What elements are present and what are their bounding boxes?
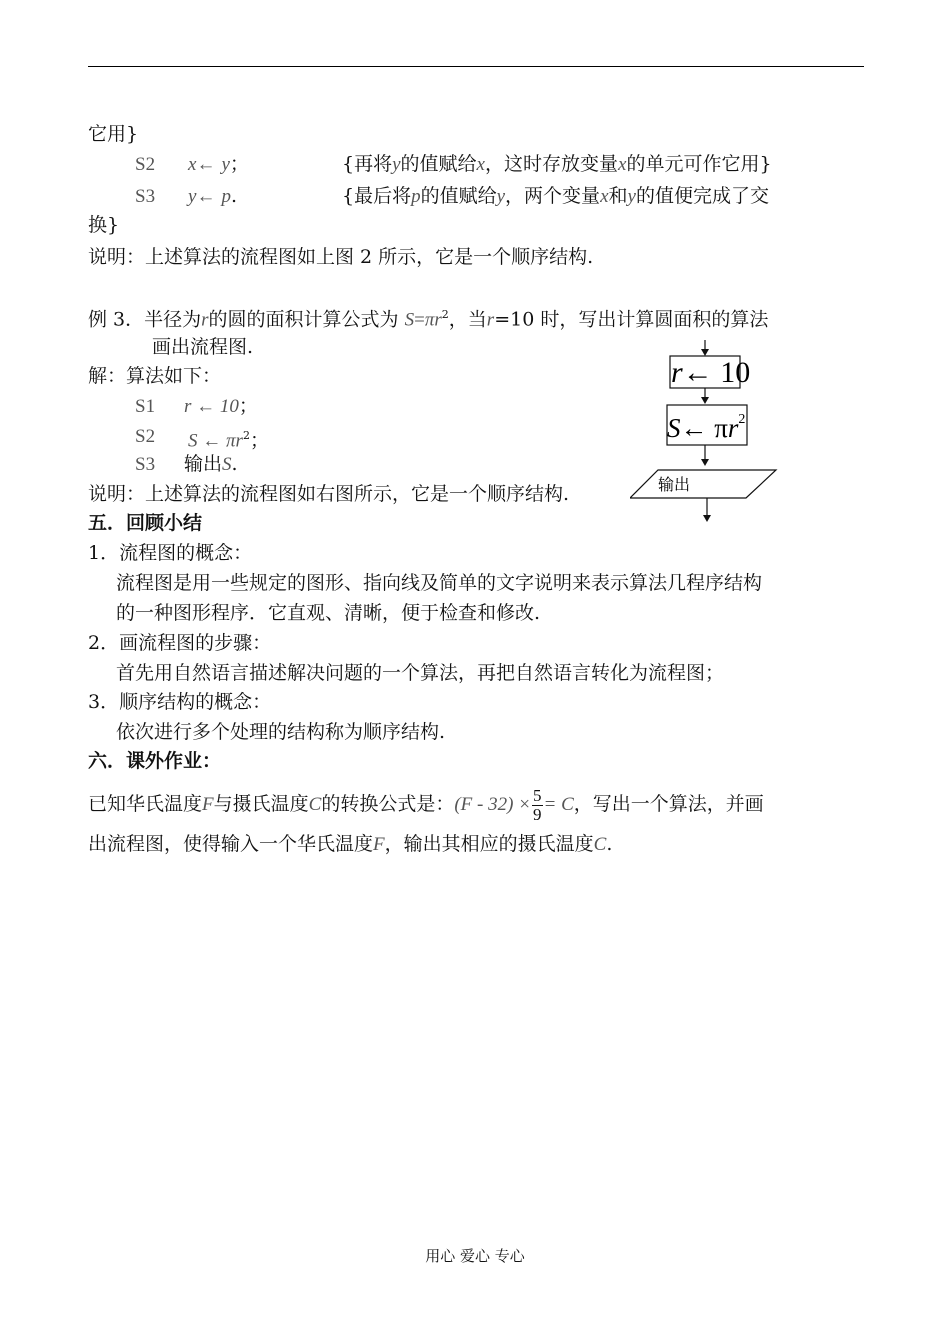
note: 说明：上述算法的流程图如右图所示，它是一个顺序结构.: [88, 483, 570, 505]
step-s1-expr: r ← 10；: [184, 395, 258, 417]
text-line: 画出流程图.: [152, 336, 254, 358]
box2-text: S← $\pi r^2$: [667, 412, 746, 443]
io-parallelogram: [630, 470, 776, 498]
step-s3-comment: {最后将p的值赋给y，两个变量x和y的值便完成了交: [342, 185, 769, 207]
section-6-title: 六．课外作业：: [88, 750, 222, 772]
step-s2-swap: S2: [135, 154, 156, 175]
text-line: 流程图是用一些规定的图形、指向线及简单的文字说明来表示算法几程序结构: [116, 572, 763, 594]
text-line: 它用}: [88, 123, 139, 145]
text-line: 的一种图形程序．它直观、清晰，便于检查和修改.: [116, 602, 541, 624]
example-3-heading: 例 3．半径为r的圆的面积计算公式为 $S=\pi r^2$，当r=10 时，写出计算圆面积的算法: [88, 308, 769, 331]
section-5-title: 五．回顾小结: [88, 512, 203, 534]
page-footer: 用心 爱心 专心: [425, 1247, 525, 1265]
header-rule: [88, 66, 864, 67]
step-s3-expr: 输出S.: [184, 453, 238, 475]
arrow-bottom: [703, 498, 711, 522]
step-s3-expr: y← p.: [188, 185, 238, 207]
arrow-2: [701, 445, 709, 466]
step-s2-comment: {再将y的值赋给x，这时存放变量x的单元可作它用}: [342, 153, 772, 175]
list-item: 3．顺序结构的概念：: [88, 691, 272, 713]
step-s2-expr: S ← $\pi r^2$；: [188, 429, 269, 452]
list-item: 2．画流程图的步骤：: [88, 632, 272, 654]
text-line: 依次进行多个处理的结构称为顺序结构.: [116, 721, 446, 743]
fraction: $\frac{5}{9}$: [533, 785, 542, 824]
flowchart: [630, 340, 790, 530]
homework-line-2: 出流程图，使得输入一个华氏温度F，输出其相应的摄氏温度C.: [88, 833, 613, 855]
io-label: 输出: [658, 475, 691, 494]
box1-text: r← 10: [671, 356, 751, 389]
arrow-1: [701, 388, 709, 404]
note: 说明：上述算法的流程图如上图 2 所示，它是一个顺序结构.: [88, 246, 594, 268]
step-s2: S2: [135, 426, 156, 447]
list-item: 1．流程图的概念：: [88, 542, 253, 564]
step-s3: S3: [135, 454, 156, 475]
arrow-top: [701, 340, 709, 356]
step-s3-swap: S3: [135, 186, 156, 207]
text-line: 首先用自然语言描述解决问题的一个算法，再把自然语言转化为流程图；: [116, 662, 725, 684]
homework-line-1: 已知华氏温度F与摄氏温度C的转换公式是：(F - 32) × $\frac{5}{9}$ = C，写出一个算法，并画: [88, 785, 764, 824]
step-s1: S1: [135, 396, 156, 417]
text-line: 换}: [88, 214, 120, 236]
solution-label: 解：算法如下：: [88, 365, 222, 387]
step-s2-expr: x← y；: [188, 153, 249, 175]
